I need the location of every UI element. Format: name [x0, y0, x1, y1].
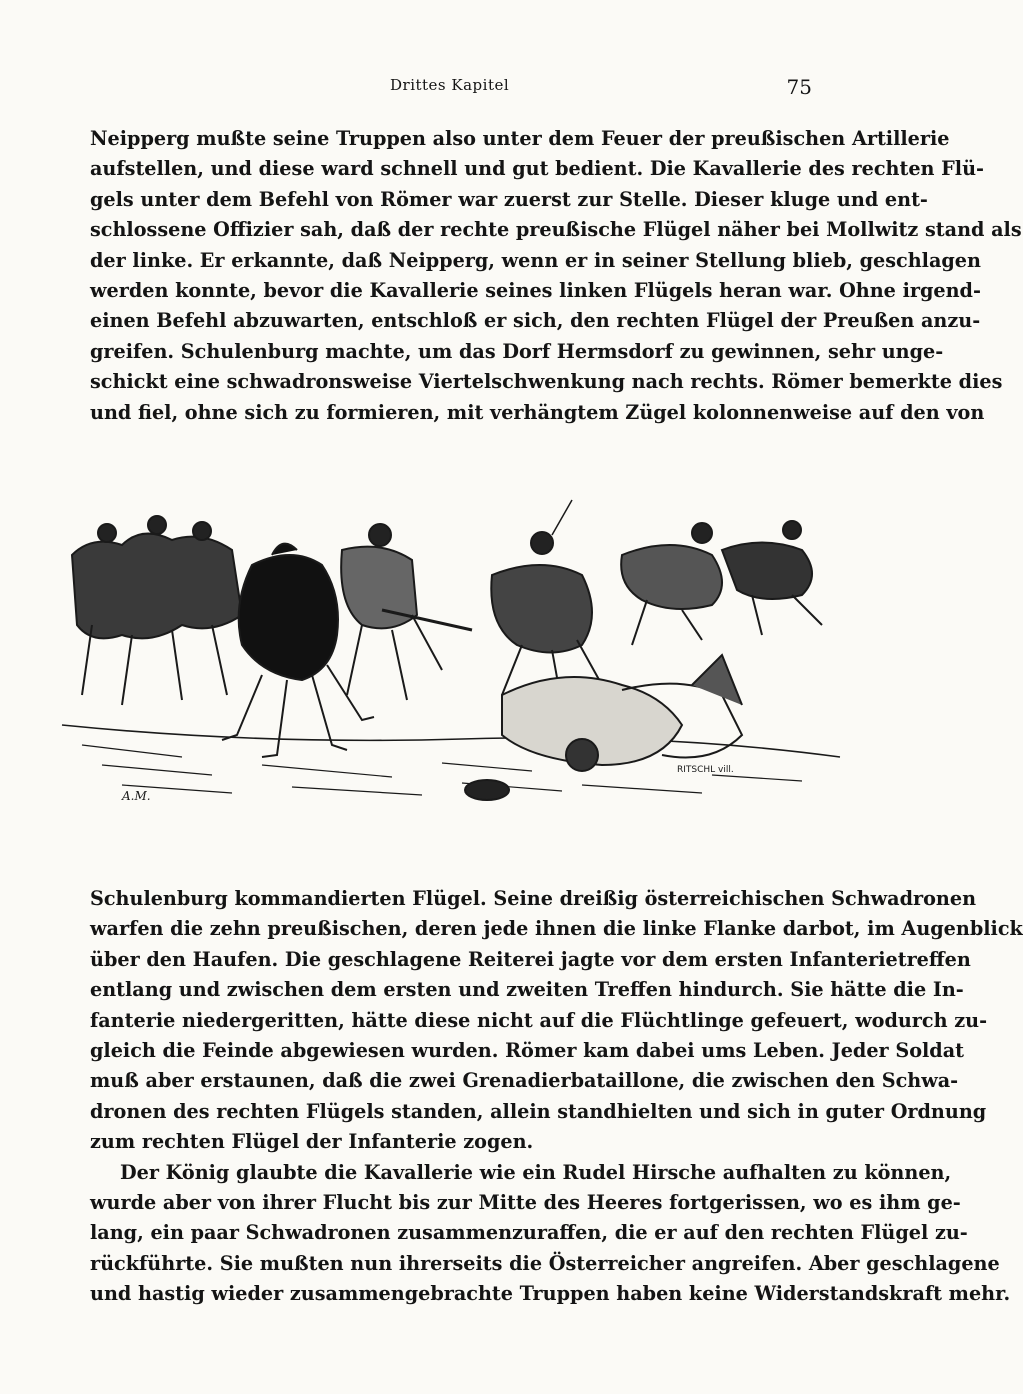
signature-left: A.M. [122, 789, 151, 803]
text-line: fanterie niedergeritten, hätte diese nicht auf die Flüchtlinge gefeuert, wodurch zu- [90, 1008, 988, 1032]
cavalry-left [72, 516, 242, 705]
text-line: und hastig wieder zusammengebrachte Truppen haben keine Widerstandskraft mehr. [90, 1282, 1011, 1306]
text-line: lang, ein paar Schwadronen zusammenzuraffen, die er auf den rechten Flügel zu- [90, 1221, 968, 1245]
text-line: über den Haufen. Die geschlagene Reiterei jagte vor dem ersten Infanterietreffen [90, 947, 971, 971]
paragraph-top [90, 124, 1022, 428]
cavalry-right [621, 521, 822, 645]
text-line: greifen. Schulenburg machte, um das Dorf Hermsdorf zu gewinnen, sehr unge- [90, 339, 944, 363]
text-line: Der König glaubte die Kavallerie wie ein Rudel Hirsche aufhalten zu können, [120, 1160, 952, 1184]
text-line: rückführte. Sie mußten nun ihrerseits die Österreicher angreifen. Aber geschlagene [90, 1251, 1000, 1275]
hat-on-ground [465, 780, 509, 800]
text-line: entlang und zwischen dem ersten und zweiten Treffen hindurch. Sie hätte die In- [90, 978, 964, 1002]
horse-center-right [491, 500, 602, 705]
text-line: schlossene Offizier sah, daß der rechte preußische Flügel näher bei Mollwitz stand als [90, 218, 1022, 242]
signature-right: RITSCHL vill. [677, 765, 734, 775]
text-line: gleich die Feinde abgewiesen wurden. Römer kam dabei ums Leben. Jeder Soldat [90, 1039, 964, 1063]
text-line: Schulenburg kommandierten Flügel. Seine dreißig österreichischen Schwadronen [90, 887, 977, 910]
text-line: wurde aber von ihrer Flucht bis zur Mitte des Heeres fortgerissen, wo es ihm ge- [90, 1191, 961, 1215]
paragraph-bottom-1 [90, 884, 1023, 1310]
text-line: der linke. Er erkannte, daß Neipperg, wenn er in seiner Stellung blieb, geschlagen [90, 248, 981, 272]
text-line: aufstellen, und diese ward schnell und gut bedient. Die Kavallerie des rechten Flü- [90, 157, 984, 181]
battle-illustration [62, 495, 840, 825]
running-head [0, 76, 900, 100]
rider-center [341, 524, 472, 700]
text-line: gels unter dem Befehl von Römer war zuerst zur Stelle. Dieser kluge und ent- [90, 187, 928, 211]
text-line: dronen des rechten Flügels standen, allein standhielten und sich in guter Ordnung [90, 1099, 987, 1123]
page-number: 75 [786, 75, 812, 99]
text-line: Neipperg mußte seine Truppen also unter dem Feuer der preußischen Artillerie [90, 127, 950, 150]
text-line: schickt eine schwadronsweise Viertelschwenkung nach rechts. Römer bemerkte dies [90, 370, 1003, 394]
ground-hatching [62, 725, 840, 795]
text-line: werden konnte, bevor die Kavallerie seines linken Flügels heran war. Ohne irgend- [90, 279, 981, 303]
chapter-title: Drittes Kapitel [390, 76, 510, 94]
text-line: warfen die zehn preußischen, deren jede ihnen die linke Flanke darbot, im Augenblick [90, 917, 1023, 941]
text-line: zum rechten Flügel der Infanterie zogen. [90, 1130, 534, 1154]
text-line: einen Befehl abzuwarten, entschloß er sich, den rechten Flügel der Preußen anzu- [90, 309, 981, 333]
fallen-horseman [502, 655, 742, 771]
text-line: muß aber erstaunen, daß die zwei Grenadierbataillone, die zwischen den Schwa- [90, 1069, 959, 1093]
text-line: und fiel, ohne sich zu formieren, mit verhängtem Zügel kolonnenweise auf den von [90, 400, 985, 424]
